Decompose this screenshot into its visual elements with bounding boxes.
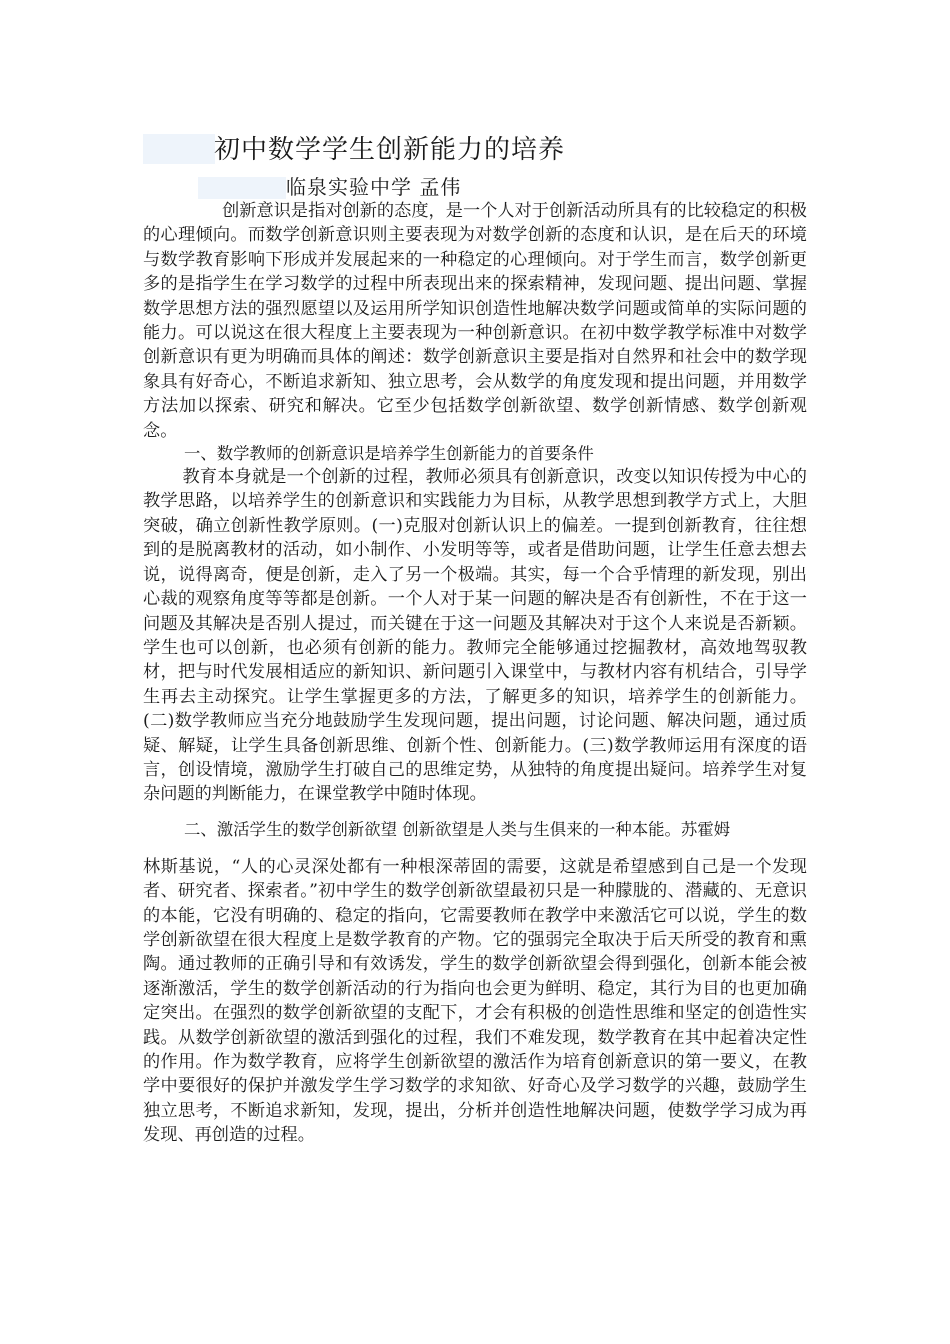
section-1-heading: 一、数学教师的创新意识是培养学生创新能力的首要条件 (184, 444, 594, 464)
intro-paragraph: 创新意识是指对创新的态度，是一个人对于创新活动所具有的比较稳定的积极的心理倾向。而数学创新意识则主要表现为对数学创新的态度和认识，是在后天的环境与数学教育影响下形成并发展起来的一种稳定的心理倾向。对于学生而言，数学创新更多的是指学生在学习数学的过程中所表现出来的探索精神，发现问题、提出问题、掌握数学思想方法的强烈愿望以及运用所学知识创造性地解决数学问题或简单的实际问题的能力。可以说这在很大程度上主要表现为一种创新意识。在初中数学教学标准中对数学创新意识有更为明确而具体的阐述：数学创新意识主要是指对自然界和社会中的数学现象具有好奇心，不断追求新知、独立思考，会从数学的角度发现和提出问题，并用数学方法加以探索、研究和解决。它至少包括数学创新欲望、数学创新情感、数学创新观念。 (143, 201, 807, 441)
section-1-paragraph: 教育本身就是一个创新的过程，教师必须具有创新意识，改变以知识传授为中心的教学思路，以培养学生的创新意识和实践能力为目标，从教学思想到教学方式上，大胆突破，确立创新性教学原则。(一)克服对创新认识上的偏差。一提到创新教育，往往想到的是脱离教材的活动，如小制作、小发明等等，或者是借助问题，让学生任意去想去说，说得离奇，便是创新，走入了另一个极端。其实，每一个合乎情理的新发现，别出心裁的观察角度等等都是创新。一个人对于某一问题的解决是否有创新性，不在于这一问题及其解决是否别人提过，而关键在于这一问题及其解决对于这个人来说是否新颖。学生也可以创新，也必须有创新的能力。教师完全能够通过挖掘教材，高效地驾驭教材，把与时代发展相适应的新知识、新问题引入课堂中，与教材内容有机结合，引导学生再去主动探究。让学生掌握更多的方法，了解更多的知识，培养学生的创新能力。(二)数学教师应当充分地鼓励学生发现问题，提出问题，讨论问题、解决问题，通过质疑、解疑，让学生具备创新思维、创新个性、创新能力。(三)数学教师运用有深度的语言，创设情境，激励学生打破自己的思维定势，从独特的角度提出疑问。培养学生对复杂问题的判断能力，在课堂教学中随时体现。 (143, 467, 807, 805)
document-body (143, 199, 807, 1148)
author-highlight (198, 177, 286, 199)
document-title: 初中数学学生创新能力的培养 (214, 135, 566, 165)
section-2-paragraph: 林斯基说，“人的心灵深处都有一种根深蒂固的需要，这就是希望感到自己是一个发现者、研究者、探索者。”初中学生的数学创新欲望最初只是一种朦胧的、潜藏的、无意识的本能，它没有明确的、稳定的指向，它需要教师在教学中来激活它可以说，学生的数学创新欲望在很大程度上是数学教育的产物。它的强弱完全取决于后天所受的教育和熏陶。通过教师的正确引导和有效诱发，学生的数学创新欲望会得到强化，创新本能会被逐渐激活，学生的数学创新活动的行为指向也会更为鲜明、稳定，其行为目的也更加确定突出。在强烈的数学创新欲望的支配下，才会有积极的创造性思维和坚定的创造性实践。从数学创新欲望的激活到强化的过程，我们不难发现，数学教育在其中起着决定性的作用。作为数学教育，应将学生创新欲望的激活作为培育创新意识的第一要义，在教学中要很好的保护并激发学生学习数学的求知欲、好奇心及学习数学的兴趣，鼓励学生独立思考，不断追求新知，发现，提出，分析并创造性地解决问题，使数学学习成为再发现、再创造的过程。 (143, 856, 807, 1146)
section-2-first-line: 二、激活学生的数学创新欲望 创新欲望是人类与生俱来的一种本能。苏霍姆 (184, 819, 731, 839)
title-highlight (143, 134, 215, 164)
document-author: 临泉实验中学 孟伟 (286, 175, 462, 199)
